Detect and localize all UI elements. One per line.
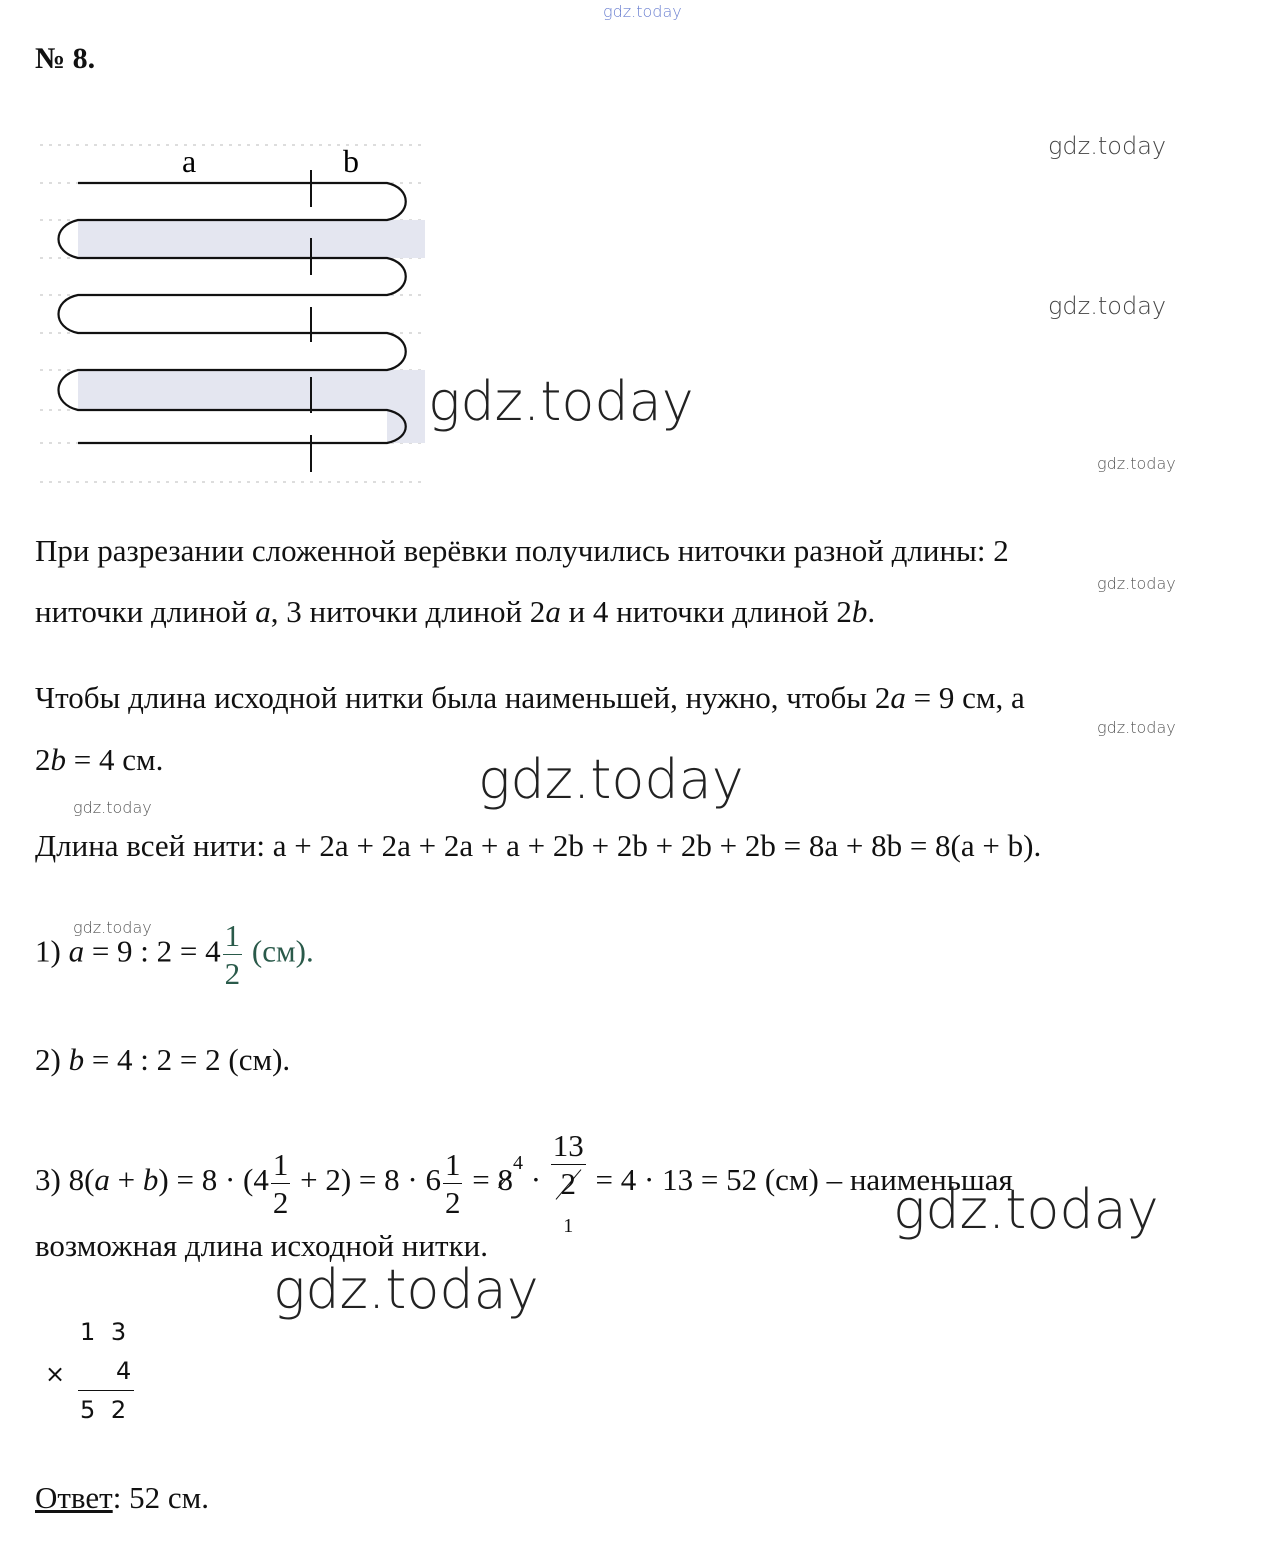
paragraph-1-line-2: ниточки длиной a, 3 ниточки длиной 2a и 4 ниточки длиной 2b. [35,594,876,629]
watermark: gdz.today [428,370,694,433]
watermark: gdz.today [73,918,152,937]
watermark: gdz.today [1097,454,1176,473]
paragraph-2-line-1: Чтобы длина исходной нитки была наименьшей, нужно, чтобы 2a = 9 см, а [35,680,1025,715]
mult-factor: 4 [116,1357,132,1385]
mult-top: 1 3 [80,1318,131,1346]
answer: Ответ: 52 см. [35,1480,209,1515]
watermark: gdz.today [1097,574,1176,593]
step-1: 1) a = 9 : 2 = 4 $\frac{1}{2}$ (см). [35,918,314,991]
watermark: gdz.today [478,748,744,811]
watermark: gdz.today [73,798,152,817]
label-b: b [343,143,359,179]
paragraph-1-line-1: При разрезании сложенной верёвки получились ниточки разной длины: 2 [35,533,1009,568]
watermark: gdz.today [893,1178,1159,1241]
problem-number: № 8. [35,42,96,75]
step-3: 3) 8(a + b) = 8 · (4 $\frac{1}{2}$ + 2) = 8 · 6 $\frac{1}{2}$ = $8^4$ · 13 2 $_1$ = 4 · 13 = 52 (см) – наименьшая [35,1128,1013,1238]
folded-rope-diagram [0,0,440,500]
watermark: gdz.today [273,1258,539,1321]
watermark: gdz.today [1048,132,1167,160]
mult-sign: × [45,1360,66,1388]
watermark: gdz.today [1048,292,1167,320]
watermark: gdz.today [603,2,682,21]
paragraph-2-line-2: 2b = 4 см. [35,742,164,777]
label-a: a [182,143,197,179]
mult-result: 5 2 [80,1396,131,1424]
fraction: $\frac{1}{2}$ [224,918,241,991]
mult-line [78,1390,134,1391]
watermark: gdz.today [1097,718,1176,737]
total-length-line: Длина всей нити: a + 2a + 2a + 2a + a + 2b + 2b + 2b + 2b = 8a + 8b = 8(a + b). [35,828,1042,863]
step-2: 2) b = 4 : 2 = 2 (см). [35,1042,291,1077]
step-3-line-2: возможная длина исходной нитки. [35,1228,488,1263]
